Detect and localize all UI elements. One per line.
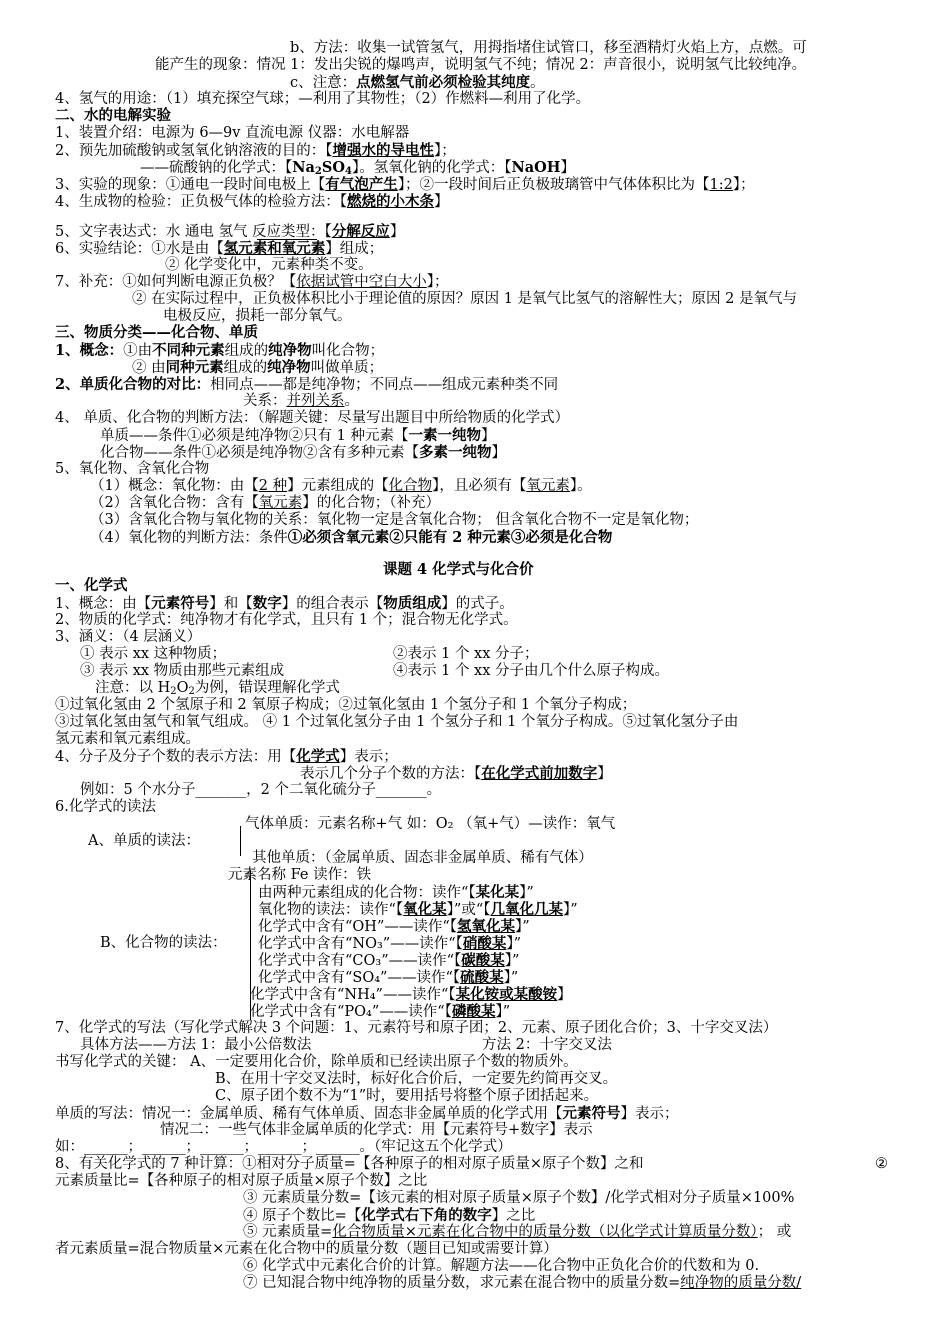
text-line: ⑥ 化学式中元素化合价的计算。解题方法——化合物中正负化合价的代数和为 0. (243, 1258, 760, 1274)
text-line: ③ 表示 xx 物质由那些元素组成 (80, 663, 285, 679)
text-line: 例如：5 个水分子_______，2 个二氧化硫分子_______。 (80, 782, 442, 798)
section-title-classification: 三、物质分类——化合物、单质 (55, 325, 258, 341)
hydrogen-use-line: 4、氢气的用途：（1）填充探空气球；—利用了其物性；（2）作燃料—利用了化学。 (55, 91, 591, 107)
text-line: 3、实验的现象：①通电一段时间电极上【有气泡产生】；②一段时间后正负极玻璃管中气体体积比为【1:2】； (55, 176, 755, 193)
text-line: ——硫酸钠的化学式：【$Na_2SO_4$】。氢氧化钠的化学式：【NaOH】 (140, 159, 575, 177)
text-line: 电极反应，损耗一部分氧气。 (163, 308, 352, 324)
text-line: 单质的写法：情况一：金属单质、稀有气体单质、固态非金属单质的化学式用【元素符号】表示； (55, 1105, 679, 1122)
text-line: 者元素质量=混合物质量×元素在化合物中的质量分数（题目已知或需要计算） (55, 1241, 558, 1257)
text-line: 元素名称 Fe 读作：铁 (228, 867, 372, 883)
text-line: 氢元素和氧元素组成。 (55, 731, 200, 747)
text-line: 化学式中含有“NO₃”——读作“【硝酸某】” (258, 935, 522, 952)
text-line: （4）氧化物的判断方法：条件①必须含氧元素②只能有 2 种元素③必须是化合物 (90, 529, 613, 546)
text-line: 5、氧化物、含氧化合物 (55, 461, 210, 477)
text-line: （2）含氧化合物：含有【氧元素】的化合物；（补充） (90, 495, 440, 511)
text-line: 化学式中含有“NH₄”——读作“【某化铵或某酸铵】 (250, 986, 572, 1003)
text-line: 化学式中含有“OH”——读作“【氢氧化某】” (258, 918, 530, 935)
text-line: 4、 单质、化合物的判断方法：（解题关键：尽量写出题目中所给物质的化学式） (55, 410, 570, 426)
section-title-formula: 一、化学式 (55, 578, 128, 594)
text-line: 4、生成物的检验：正负极气体的检验方法：【燃烧的小木条】 (55, 193, 449, 210)
text-line: 气体单质：元素名称+气 如：O₂ （氧+气）—读作：氧气 (245, 816, 616, 832)
text-line: 注意：以 $H_2O_2$为例，错误理解化学式 (95, 680, 340, 697)
text-line: 2、预先加硫酸钠或氢氧化钠溶液的目的：【增强水的导电性】； (55, 142, 456, 159)
text-line: ⑤ 元素质量=化合物质量×元素在化合物中的质量分数（以化学式计算质量分数）； 或 (243, 1224, 792, 1240)
text-line: 由两种元素组成的化合物：读作“【某化某】” (258, 884, 534, 901)
text-line: 表示几个分子个数的方法：【在化学式前加数字】 (300, 765, 612, 782)
text-line: 6、实验结论：①水是由【氢元素和氧元素】组成； (55, 240, 384, 257)
lesson-title: 课题 4 化学式与化合价 (383, 561, 534, 578)
text-line: 4、分子及分子个数的表示方法：用【化学式】表示； (55, 748, 398, 765)
text-line: ⑦ 已知混合物中纯净物的质量分数，求元素在混合物中的质量分数=纯净物的质量分数/ (243, 1275, 802, 1291)
text-line: 2、单质化合物的对比：相同点——都是纯净物；不同点——组成元素种类不同 (55, 376, 559, 393)
text-line: ②表示 1 个 xx 分子； (393, 646, 539, 662)
text-line: 7、化学式的写法（写化学式解决 3 个问题：1、元素符号和原子团；2、元素、原子团化合价；3、十字交叉法） (55, 1020, 778, 1036)
text-line: 1、装置介绍：电源为 6—9v 直流电源 仪器：水电解器 (55, 125, 410, 141)
text-line: 化学式中含有“SO₄”——读作“【硫酸某】” (258, 969, 519, 986)
text-line: （1）概念：氧化物：由【2 种】元素组成的【化合物】，且必须有【氧元素】。 (90, 478, 592, 494)
text-line: ④表示 1 个 xx 分子由几个什么原子构成。 (393, 663, 670, 679)
c-note-line: c、注意：点燃氢气前必须检验其纯度。 (290, 74, 545, 91)
text-line: 5、文字表达式：水 通电 氢气 反应类型：【分解反应】 (55, 223, 405, 240)
section-title-electrolysis: 二、水的电解实验 (55, 108, 171, 124)
text-line: 8、有关化学式的 7 种计算：①相对分子质量=【各种原子的相对原子质量×原子个数】之和 (55, 1156, 644, 1172)
text-line: 2、物质的化学式：纯净物才有化学式，且只有 1 个；混合物无化学式。 (55, 612, 518, 628)
text-line: B、在用十字交叉法时，标好化合价后，一定要先约简再交叉。 (215, 1071, 618, 1087)
text-line: 1、概念：①由不同种元素组成的纯净物叫化合物； (55, 342, 385, 359)
text-line: ② 在实际过程中，正负极体积比小于理论值的原因？原因 1 是氧气比氢气的溶解性大；原因 2 是氧气与 (132, 291, 797, 307)
text-line: ① 表示 xx 这种物质； (80, 646, 227, 662)
text-line: 7、补充：①如何判断电源正负极？【依据试管中空白大小】； (55, 274, 449, 290)
text-line: 化合物——条件①必须是纯净物②含有多种元素【多素一纯物】 (100, 444, 506, 461)
text-line: 关系：并列关系。 (243, 393, 359, 409)
text-line: ③ 元素质量分数=【该元素的相对原子质量×原子个数】/化学式相对分子质量×100% (243, 1190, 795, 1206)
text-line: 氧化物的读法：读作“【氧化某】”或“【几氧化几某】” (258, 901, 578, 918)
text-line: C、原子团个数不为“1”时，要用括号将整个原子团括起来。 (215, 1088, 599, 1104)
text-line: ② (875, 1156, 888, 1172)
text-line: 情况二：一些气体非金属单质的化学式：用【元素符号+数字】表示 (160, 1122, 593, 1138)
text-line: 元素质量比=【各种原子的相对原子质量×原子个数】之比 (55, 1173, 428, 1189)
text-line: 单质——条件①必须是纯净物②只有 1 种元素【一素一纯物】 (100, 427, 496, 444)
brace-line (240, 826, 241, 856)
text-line: 6.化学式的读法 (55, 799, 156, 815)
text-line: 方法 2：十字交叉法 (482, 1037, 612, 1053)
text-line: ② 由同种元素组成的纯净物叫做单质； (132, 359, 384, 376)
text-line: 3、涵义：（4 层涵义） (55, 629, 202, 645)
text-line: ③过氧化氢由氢气和氧气组成。 ④ 1 个过氧化氢分子由 1 个氢分子和 1 个氧分子构成。⑤过氧化氢分子由 (55, 714, 739, 730)
text-line: ①过氧化氢由 2 个氢原子和 2 氧原子构成；②过氧化氢由 1 个氢分子和 1 个氧分子构成； (55, 697, 637, 713)
text-line: A、单质的读法： (88, 833, 200, 849)
text-line: B、化合物的读法： (100, 935, 227, 951)
text-line: （3）含氧化合物与氧化物的关系：氧化物一定是含氧化合物； 但含氧化合物不一定是氧化物； (90, 512, 699, 528)
text-line: ④ 原子个数比=【化学式右下角的数字】之比 (243, 1207, 536, 1224)
text-line: 化学式中含有“CO₃”——读作“【碳酸某】” (258, 952, 520, 969)
text-line: 其他单质：（金属单质、固态非金属单质、稀有气体） (252, 850, 593, 866)
text-line: 1、概念：由【元素符号】和【数字】的组合表示【物质组成】的式子。 (55, 595, 514, 612)
b-method-line: b、方法：收集一试管氢气，用拇指堵住试管口，移至酒精灯火焰上方，点燃。可 (290, 40, 807, 56)
text-line: 书写化学式的关键： A、一定要用化合价，除单质和已经读出原子个数的物质外。 (55, 1054, 578, 1070)
b-method-line-2: 能产生的现象：情况 1：发出尖锐的爆鸣声，说明氢气不纯；情况 2：声音很小，说明氢气比较纯净。 (155, 57, 807, 73)
text-line: 化学式中含有“PO₄”——读作“【磷酸某】” (250, 1003, 511, 1020)
text-line: 如：______；______；______；______；______。（牢记这五个化学式） (55, 1139, 512, 1155)
text-line: 具体方法——方法 1：最小公倍数法 (80, 1037, 312, 1053)
text-line: ② 化学变化中，元素种类不变。 (165, 257, 373, 273)
